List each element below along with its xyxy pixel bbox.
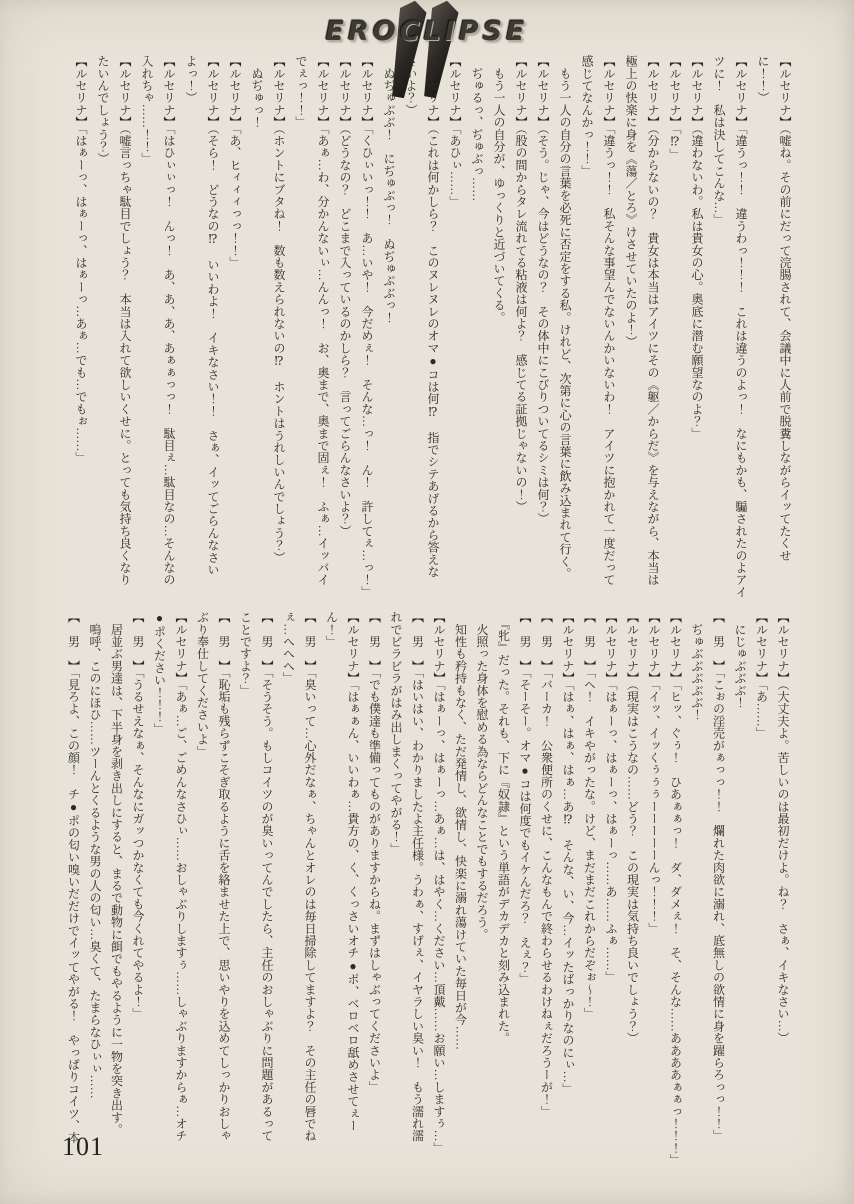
text-line: 【ルセリナ】「あひぃ……」 (448, 55, 462, 208)
text-line: 火照った身体を慰める為ならどんなことでもするだろう。 (475, 611, 489, 941)
text-line: 【ルセリナ】「あぁ…ご、ごめんなさひぃ……おしゃぶりしますぅ……しゃぶりますからぁ…オチ (174, 611, 188, 1142)
text-line: ツに！ 私は決してこんな…」 (712, 55, 726, 226)
text-line: 【ルセリナ】「はぁーっ、はぁーっ、はぁーっ……あ……ふぁ……」 (604, 611, 618, 984)
text-line: 【ルセリナ】「はぁぁん、いいわぁ…貴方の、く、くっさいオチ●ポ、ベロベロ舐めさせてぇー (346, 611, 360, 1132)
text-line: ぢゅるっ、ぢゅぶっ…… (470, 55, 484, 202)
text-line: 【 男 】「はいはい、わかりましたよ主任様。うわぁ、すげぇ、イヤラしい臭い！ もう濡れ濡 (410, 611, 425, 1142)
text-line: ぶり奉仕してくださいよ」 (195, 611, 210, 758)
text-line: たいんでしょう？） (96, 55, 110, 165)
text-line: 【 男 】「そーそー。オマ●コは何度でもイケんだろ？ えぇ？」 (518, 611, 532, 986)
text-line: 居並ぶ男達は、下半身を剥き出しにすると、まるで動物に餌でもやるように一物を突き出す。 (109, 611, 124, 1136)
text-line: ぢゅぶぶぶぶぶ！ (690, 611, 704, 721)
text-line: ぬぢゅっ！ (250, 55, 264, 129)
text-line: さいよ？） (404, 55, 418, 116)
text-line: ぇ…へへへ」 (281, 611, 296, 685)
text-line: 【ルセリナ】「違うっ！！ 私そんな事望んでないんかいないわ！ アイツに抱かれて一度だって (602, 55, 616, 586)
page-number: 101 (62, 1132, 104, 1161)
text-line: もう一人の自分の言葉を必死に否定をする私。けれど、次第に心の言葉に飲み込まれて行く。 (558, 55, 572, 580)
text-line: 感じてなんかっ！！」 (580, 55, 594, 177)
text-line: にじゅぶぶぶ！ (733, 611, 747, 709)
text-line: 【 男 】「見ろよ、この顔！ チ●ポの匂い嗅いだだけでイッてやがる！ やっぱりコイツ、本 (66, 611, 81, 1144)
text-line: に！！） (756, 55, 770, 104)
text-line: 【 男 】「うるせえなぁ、そんなにガッつかなくても今くれてやるよ！」 (131, 611, 145, 1020)
text-line: 【ルセリナ】「くひぃいっ！！ あ…いや！ 今だめぇ！ そんな…っ！ ん！ 許してぇ…っ！」 (360, 55, 374, 598)
text-line: 【ルセリナ】「あ、ヒィィィっっ！！」 (228, 55, 242, 269)
text-line: 【ルセリナ】（現実はこうなの……どう？ この現実は気持ち良いでしょう？） (625, 611, 640, 1045)
text-line: 【 男 】「バーカ！ 公衆便所のくせに、こんなもんで終わらせるわけねぇだろうーが！」 (539, 611, 554, 1118)
text-line: ●ポください！！！」 (152, 611, 167, 735)
text-line: 【ルセリナ】（そう。じゃ、今はどうなの？ その体中にこびりついてるシミは何？） (536, 55, 550, 525)
text-line: 【ルセリナ】（これは何かしら？ このヌレヌレのオマ●コは何⁉ 指でシテあげるから答えな (426, 55, 440, 578)
text-line: 【ルセリナ】（違わないわ。私は貴女の心。奥底に潜む願望なのよ？」 (690, 55, 704, 440)
text-line: 【 男 】「ヘ！ イキやがったな。けど、まだまだこれからだぞぉ〜！」 (582, 611, 597, 1020)
text-line: 【 男 】「こぉの淫売がぁっっ！！ 爛れた肉欲に溺れ、底無しの欲情に身を躍らろっっ！！」 (711, 611, 726, 1142)
text-line: 【ルセリナ】「ヒッ、ぐぅ！ ひあぁぁっ！ ダ、ダメぇ！ そ、そんな……ああああぁぁっ！！！」 (668, 611, 683, 1167)
text-line: 【 男 】「恥垢も残らずこそぎ取るように舌を絡ませた上で、思いやりを込めてしっかりおしゃ (217, 611, 231, 1142)
text-line: 【ルセリナ】（嘘ね。その前にだって浣腸されて、会議中に人前で脱糞しながらイッてたくせ (778, 55, 792, 562)
text-line: 【ルセリナ】（そら！ どうなの⁉ いいわよ！ イキなさい！！ さぁ、イッてごらんなさい (206, 55, 220, 576)
text-line: もう一人の自分が、ゆっくりと近づいてくる。 (492, 55, 506, 324)
text-line: ん！」 (324, 611, 339, 648)
text-line: 【ルセリナ】（分からないの？ 貴女は本当はアイツにその《躯／からだ》を与えながら、本当は (646, 55, 660, 586)
dialogue-block-top (60, 55, 796, 597)
text-line: 【ルセリナ】（ホントにブタね！ 数も数えられないの⁉ ホントはうれしいんでしょう？） (272, 55, 286, 564)
text-line: 【ルセリナ】「イッ、イッくぅぅぅーーーーーんっ！！！」 (647, 611, 661, 935)
text-line: 【ルセリナ】（股の間からタレ流れてる粘液は何よ？ 感じてる証拠じゃないの！） (514, 55, 528, 513)
text-line: 【ルセリナ】（嘘言っちゃ駄目でしょう？ 本当は入れて欲しいくせに。とっても気持ち良くなり (118, 55, 132, 586)
text-line: 【ルセリナ】「あ……」 (754, 611, 769, 740)
text-line: よっ！） (184, 55, 198, 104)
text-line: ぬぢゅぶぶ！ にぢゅぶっ！ ぬぢゅぶぶっ！ (382, 55, 396, 324)
text-line: 【ルセリナ】（どうなの？ どこまで入っているのかしら？ 言ってごらんなさいよ？） (338, 55, 352, 537)
text-line: 【ルセリナ】（大丈夫よ。苦しいのは最初だけよ。ね？ さぁ、イキなさい…） (776, 611, 790, 1045)
text-line: 『牝』だった。それも、下に『奴隷』という単語がデカデカと刻み込まれた。 (496, 611, 511, 1045)
text-line: 【ルセリナ】「⁉」 (668, 55, 682, 161)
text-line: 【ルセリナ】「はぁーっ、はぁーっ、はぁーっ…あぁ…でも…でもぉ……」 (74, 55, 88, 464)
text-line: 【 男 】「臭いって…心外だなぁ、ちゃんとオレのは毎日掃除してますよ？ その主任の唇でね (303, 611, 317, 1142)
text-line: でぇっ！！」 (294, 55, 308, 129)
text-line: 知性も矜持もなく、ただ発情し、欲情し、快楽に溺れ蕩けていた毎日が今…… (453, 611, 468, 1051)
text-line: 【 男 】「そうそう。もしコイツのが臭いってんでしたら、主任のおしゃぶりに問題があるって (260, 611, 274, 1142)
text-line: 【ルセリナ】「はひぃぃっ！ んっ！ あ、あ、あ、あぁぁっっ！ 駄目ぇ…駄目なの…そんなの (162, 55, 176, 586)
text-line: 入れちゃ……！！」 (140, 55, 154, 165)
text-line: 【ルセリナ】「違うっ！！ 違うわっ！！！ これは違うのよっ！ なにもかも、騙されたのよアイ (734, 55, 748, 598)
text-line: 【ルセリナ】「はぁ、はぁ、はぁ…あ⁉ そんな、い、今…イッたばっかりなのにぃ…」 (561, 611, 575, 1095)
text-line: 【ルセリナ】「はぁーっ、はぁーっ…あぁ…は、はやく…ください…頂戴……お願い…しますぅ…」 (432, 611, 446, 1154)
text-line: れでビラビラがはみ出しまくってやがる！」 (389, 611, 403, 855)
logo-wordmark: EROCLIPSE (325, 16, 529, 47)
text-line: 嗚呼、このにほひ……ツーんとくるような男の人の匂い…臭くて、たまらなひぃぃ…… (88, 611, 102, 1099)
text-line: 極上の快楽に身を《蕩／とろ》けさせていたのよ！） (624, 55, 638, 348)
text-line: 【ルセリナ】「あぁ…わ、分かんないぃ…んんっ！ お、奥まで、奥まで固ぇ！ ふぁ…イッパイ (316, 55, 330, 586)
text-line: ことですよ？」 (238, 611, 253, 697)
text-line: 【 男 】「でも僕達も準備ってものがありますからね。まずはしゃぶってくださいよ」 (367, 611, 382, 1093)
